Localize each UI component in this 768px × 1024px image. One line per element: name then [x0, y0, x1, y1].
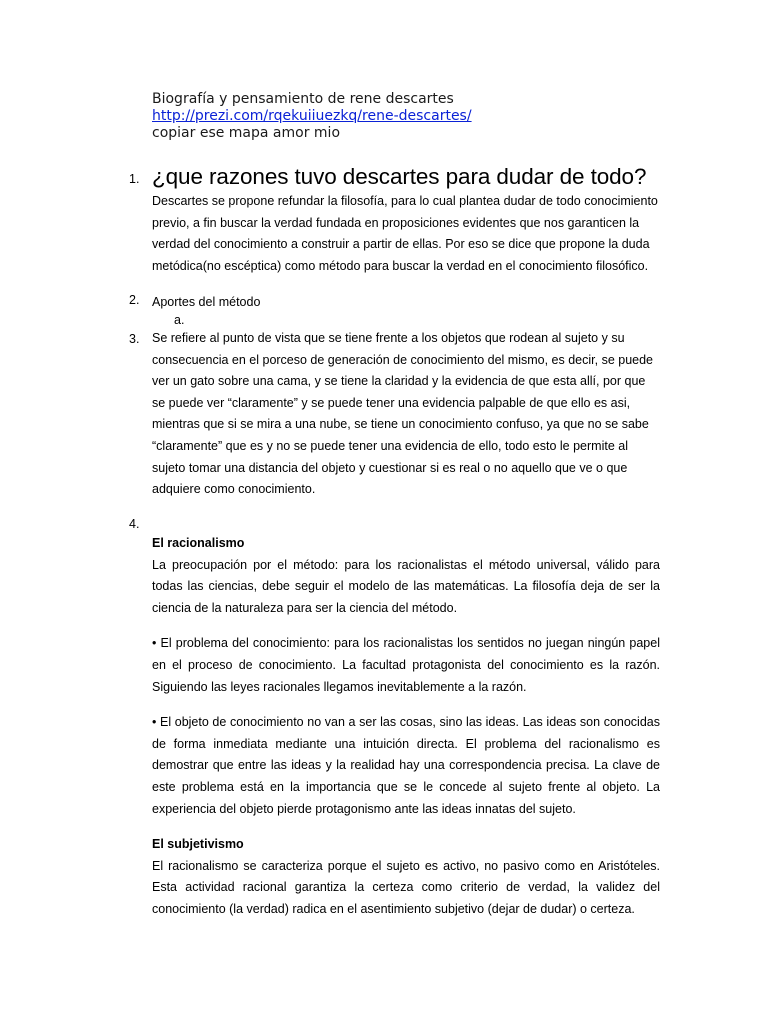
document-header: [152, 91, 712, 142]
prezi-link[interactable]: http://prezi.com/rqekuiiuezkq/rene-descartes/: [152, 108, 472, 124]
section-heading-racionalismo: El racionalismo: [152, 536, 245, 550]
item-paragraph: [152, 328, 660, 501]
item-body: [152, 533, 660, 921]
paragraph-line: sujeto tomar una distancia del objeto y cuestionar si es real o no aquello que ve o que: [152, 460, 628, 475]
item-title: Aportes del método: [152, 295, 261, 309]
paragraph-line: adquiere como conocimiento.: [152, 482, 316, 497]
paragraph-line: mientras que si se mira a una nube, se tiene un conocimiento confuso, ya que no se sabe: [152, 417, 649, 432]
answer-line: metódica(no escéptica) como método para buscar la verdad en el conocimiento filosófico.: [152, 258, 649, 273]
document-title: Biografía y pensamiento de rene descartes: [152, 91, 454, 107]
answer-line: Descartes se propone refundar la filosofía, para lo cual plantea dudar de todo conocimiento: [152, 194, 658, 208]
paragraph-line: ver un gato sobre una cama, y se tiene la claridad y la evidencia de que esta allí, por que: [152, 374, 646, 389]
section-heading-subjetivismo: El subjetivismo: [152, 837, 244, 852]
paragraph-line: “claramente” que es y no se puede tener una evidencia de ello, todo esto le permite al: [152, 438, 628, 453]
paragraph-line: consecuencia en el porceso de generación de conocimiento del mismo, es decir, se puede: [152, 352, 654, 367]
sub-list-marker: a.: [174, 313, 185, 327]
paragraph-line: se puede ver “claramente” y se puede tener una evidencia palpable de que ello es asi,: [152, 395, 631, 410]
answer-line: previo, a fin buscar la verdad fundada en proposiciones evidentes que nos garanticen la: [152, 215, 640, 230]
answer-paragraph: [152, 191, 660, 277]
racionalismo-paragraph-1: La preocupación por el método: para los racionalistas el método universal, válido para todas las ciencias, debe seguir el modelo de las matemáticas. La filosofía deja de ser la ciencia de la naturaleza para ser la ciencia del método.: [152, 557, 660, 615]
item-number: 1.: [129, 172, 140, 186]
racionalismo-paragraph-2: • El problema del conocimiento: para los racionalistas los sentidos no juegan ningún papel en el proceso de conocimiento. La facultad protagonista del conocimiento es la razón. Siguiendo las leyes racionales llegamos inevitablemente a la razón.: [152, 636, 660, 694]
item-number: 3.: [129, 332, 140, 346]
item-number: 2.: [129, 293, 140, 307]
subjetivismo-paragraph-1: El racionalismo se caracteriza porque el sujeto es activo, no pasivo como en Aristóteles. Esta actividad racional garantiza la certeza como criterio de verdad, la validez del conocimiento (la verdad) radica en el asentimiento subjetivo (dejar de dudar) o certeza.: [152, 858, 660, 916]
item-number: 4.: [129, 517, 140, 531]
racionalismo-paragraph-3: • El objeto de conocimiento no van a ser las cosas, sino las ideas. Las ideas son conocidas de forma inmediata mediante una intuición directa. El problema del racionalismo es demostrar que entre las ideas y la realidad hay una correspondencia precisa. La clave de este problema está en la importancia que se le concede al sujeto frente al objeto. La experiencia del objeto pierde protagonismo ante las ideas innatas del sujeto.: [152, 715, 660, 816]
paragraph-line: Se refiere al punto de vista que se tiene frente a los objetos que rodean al sujeto y su: [152, 331, 625, 345]
answer-line: verdad del conocimiento a construir a partir de ellas. Por eso se dice que propone la duda: [152, 237, 650, 252]
question-heading: ¿que razones tuvo descartes para dudar de todo?: [152, 164, 647, 189]
header-note: copiar ese mapa amor mio: [152, 125, 341, 141]
